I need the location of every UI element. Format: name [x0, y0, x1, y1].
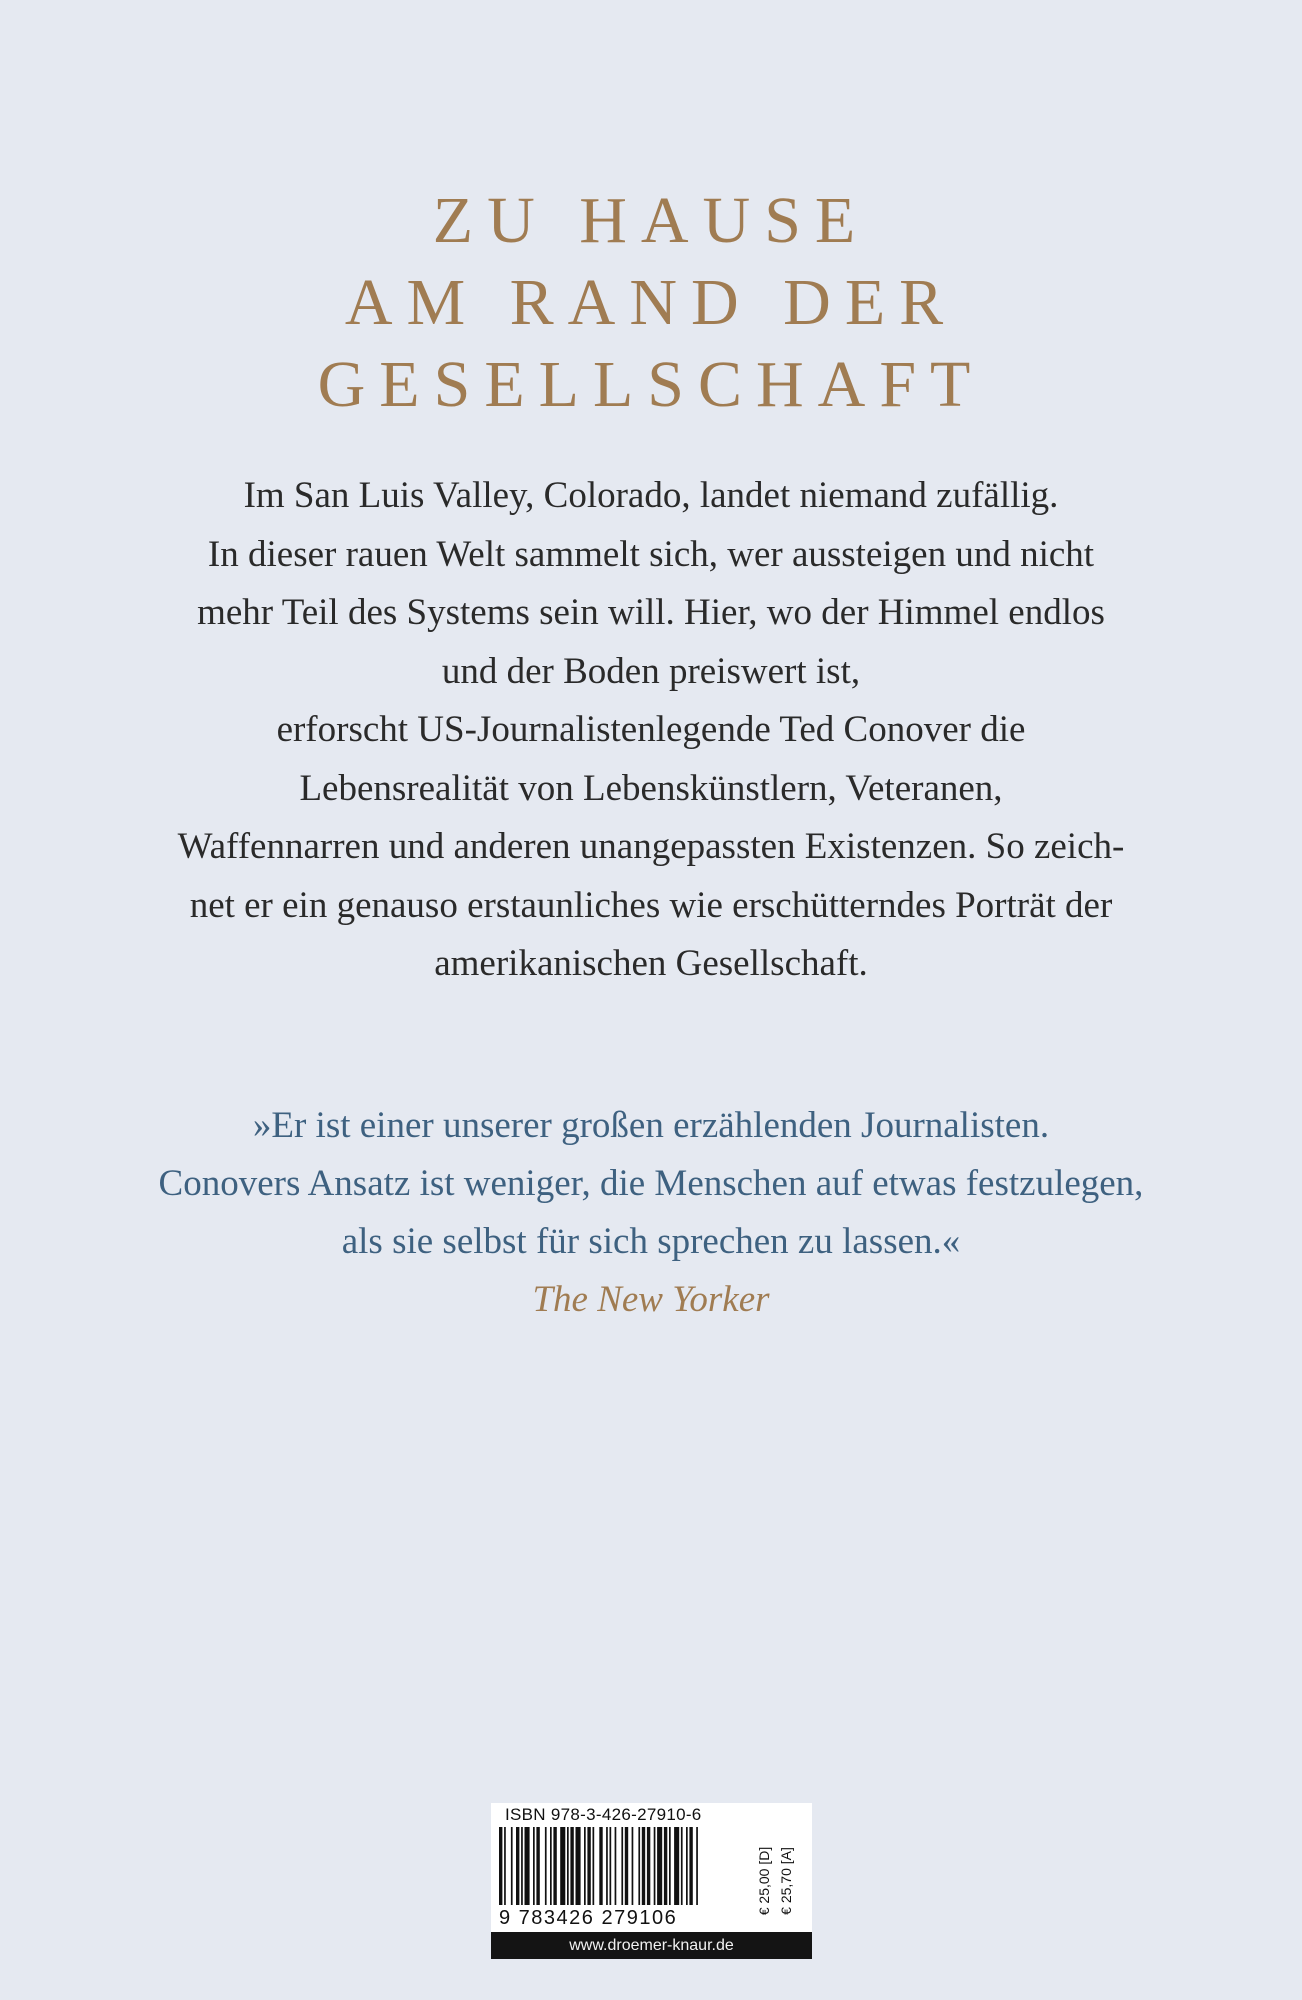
- blurb-line: Waffennarren und anderen unangepassten Existenzen. So zeich-: [177, 826, 1125, 867]
- blurb-line: erforscht US-Journalistenlegende Ted Conover die: [276, 709, 1026, 750]
- quote-source: The New Yorker: [532, 1279, 770, 1320]
- barcode-bar: [570, 1827, 573, 1905]
- quote-line: Conovers Ansatz ist weniger, die Menschen auf etwas festzulegen,: [158, 1163, 1144, 1204]
- publisher-url: www.droemer-knaur.de: [491, 1932, 812, 1959]
- barcode-bar: [599, 1827, 602, 1905]
- barcode-bar: [560, 1827, 565, 1905]
- barcode-bar: [615, 1827, 617, 1905]
- barcode-bar: [664, 1827, 667, 1905]
- barcode-bar: [681, 1827, 683, 1905]
- headline: [0, 180, 1302, 426]
- barcode-bar: [606, 1827, 608, 1905]
- barcode-bar: [657, 1827, 662, 1905]
- blurb-line: amerikanischen Gesellschaft.: [434, 943, 868, 984]
- ean-digits: 9 783426 279106: [499, 1907, 678, 1929]
- barcode-bar: [632, 1827, 634, 1905]
- barcode-bar: [587, 1827, 590, 1905]
- barcode-bar: [696, 1827, 698, 1905]
- barcode-bar: [674, 1827, 679, 1905]
- blurb-line: mehr Teil des Systems sein will. Hier, wo der Himmel endlos: [197, 592, 1105, 633]
- barcode-bar: [511, 1827, 513, 1905]
- barcode-bar: [686, 1827, 688, 1905]
- barcode-bar: [576, 1827, 581, 1905]
- barcode-bar: [625, 1827, 628, 1905]
- barcode-bar: [521, 1827, 523, 1905]
- blurb-line: Im San Luis Valley, Colorado, landet niemand zufällig.: [243, 475, 1059, 516]
- blurb-line: In dieser rauen Welt sammelt sich, wer aussteigen und nicht: [207, 533, 1095, 575]
- headline-line: ZU HAUSE: [432, 184, 870, 257]
- barcode-bar: [654, 1827, 656, 1905]
- barcode-bar: [669, 1827, 671, 1905]
- price-austria: [777, 1833, 795, 1929]
- headline-line: GESELLSCHAFT: [317, 348, 985, 421]
- barcode-bar: [545, 1827, 547, 1905]
- isbn-number: ISBN 978-3-426-27910-6: [505, 1805, 702, 1824]
- price-germany: [755, 1833, 773, 1929]
- barcode-bar: [621, 1827, 623, 1905]
- barcode-bar: [642, 1827, 645, 1905]
- barcode-bar: [647, 1827, 650, 1905]
- barcode-bar: [593, 1827, 595, 1905]
- press-quote: [140, 1097, 1162, 1329]
- barcode-bar: [550, 1827, 552, 1905]
- barcode-bar: [516, 1827, 519, 1905]
- price-germany-text: € 25,00 [D]: [756, 1846, 772, 1916]
- barcode-bar: [499, 1827, 502, 1905]
- barcode-bar: [638, 1827, 640, 1905]
- price-austria-text: € 25,70 [A]: [778, 1847, 794, 1915]
- barcode-bar: [610, 1827, 612, 1905]
- barcode-bar: [536, 1827, 539, 1905]
- barcode-bar: [689, 1827, 692, 1905]
- blurb-text: [140, 467, 1162, 994]
- headline-line: AM RAND DER: [344, 266, 958, 339]
- quote-line: als sie selbst für sich sprechen zu lassen.«: [341, 1221, 961, 1262]
- isbn-barcode-box: [491, 1803, 812, 1959]
- barcode-bar: [584, 1827, 586, 1905]
- blurb-line: net er ein genauso erstaunliches wie erschütterndes Porträt der: [189, 884, 1113, 926]
- barcode-bar: [525, 1827, 530, 1905]
- barcode-bars: [499, 1827, 749, 1909]
- barcode-bar: [553, 1827, 556, 1905]
- barcode-bar: [567, 1827, 569, 1905]
- blurb-line: und der Boden preiswert ist,: [441, 650, 861, 692]
- quote-line: »Er ist einer unserer großen erzählenden Journalisten.: [252, 1105, 1050, 1146]
- barcode-bar: [533, 1827, 535, 1905]
- blurb-line: Lebensrealität von Lebenskünstlern, Veteranen,: [299, 767, 1003, 809]
- barcode-bar: [504, 1827, 506, 1905]
